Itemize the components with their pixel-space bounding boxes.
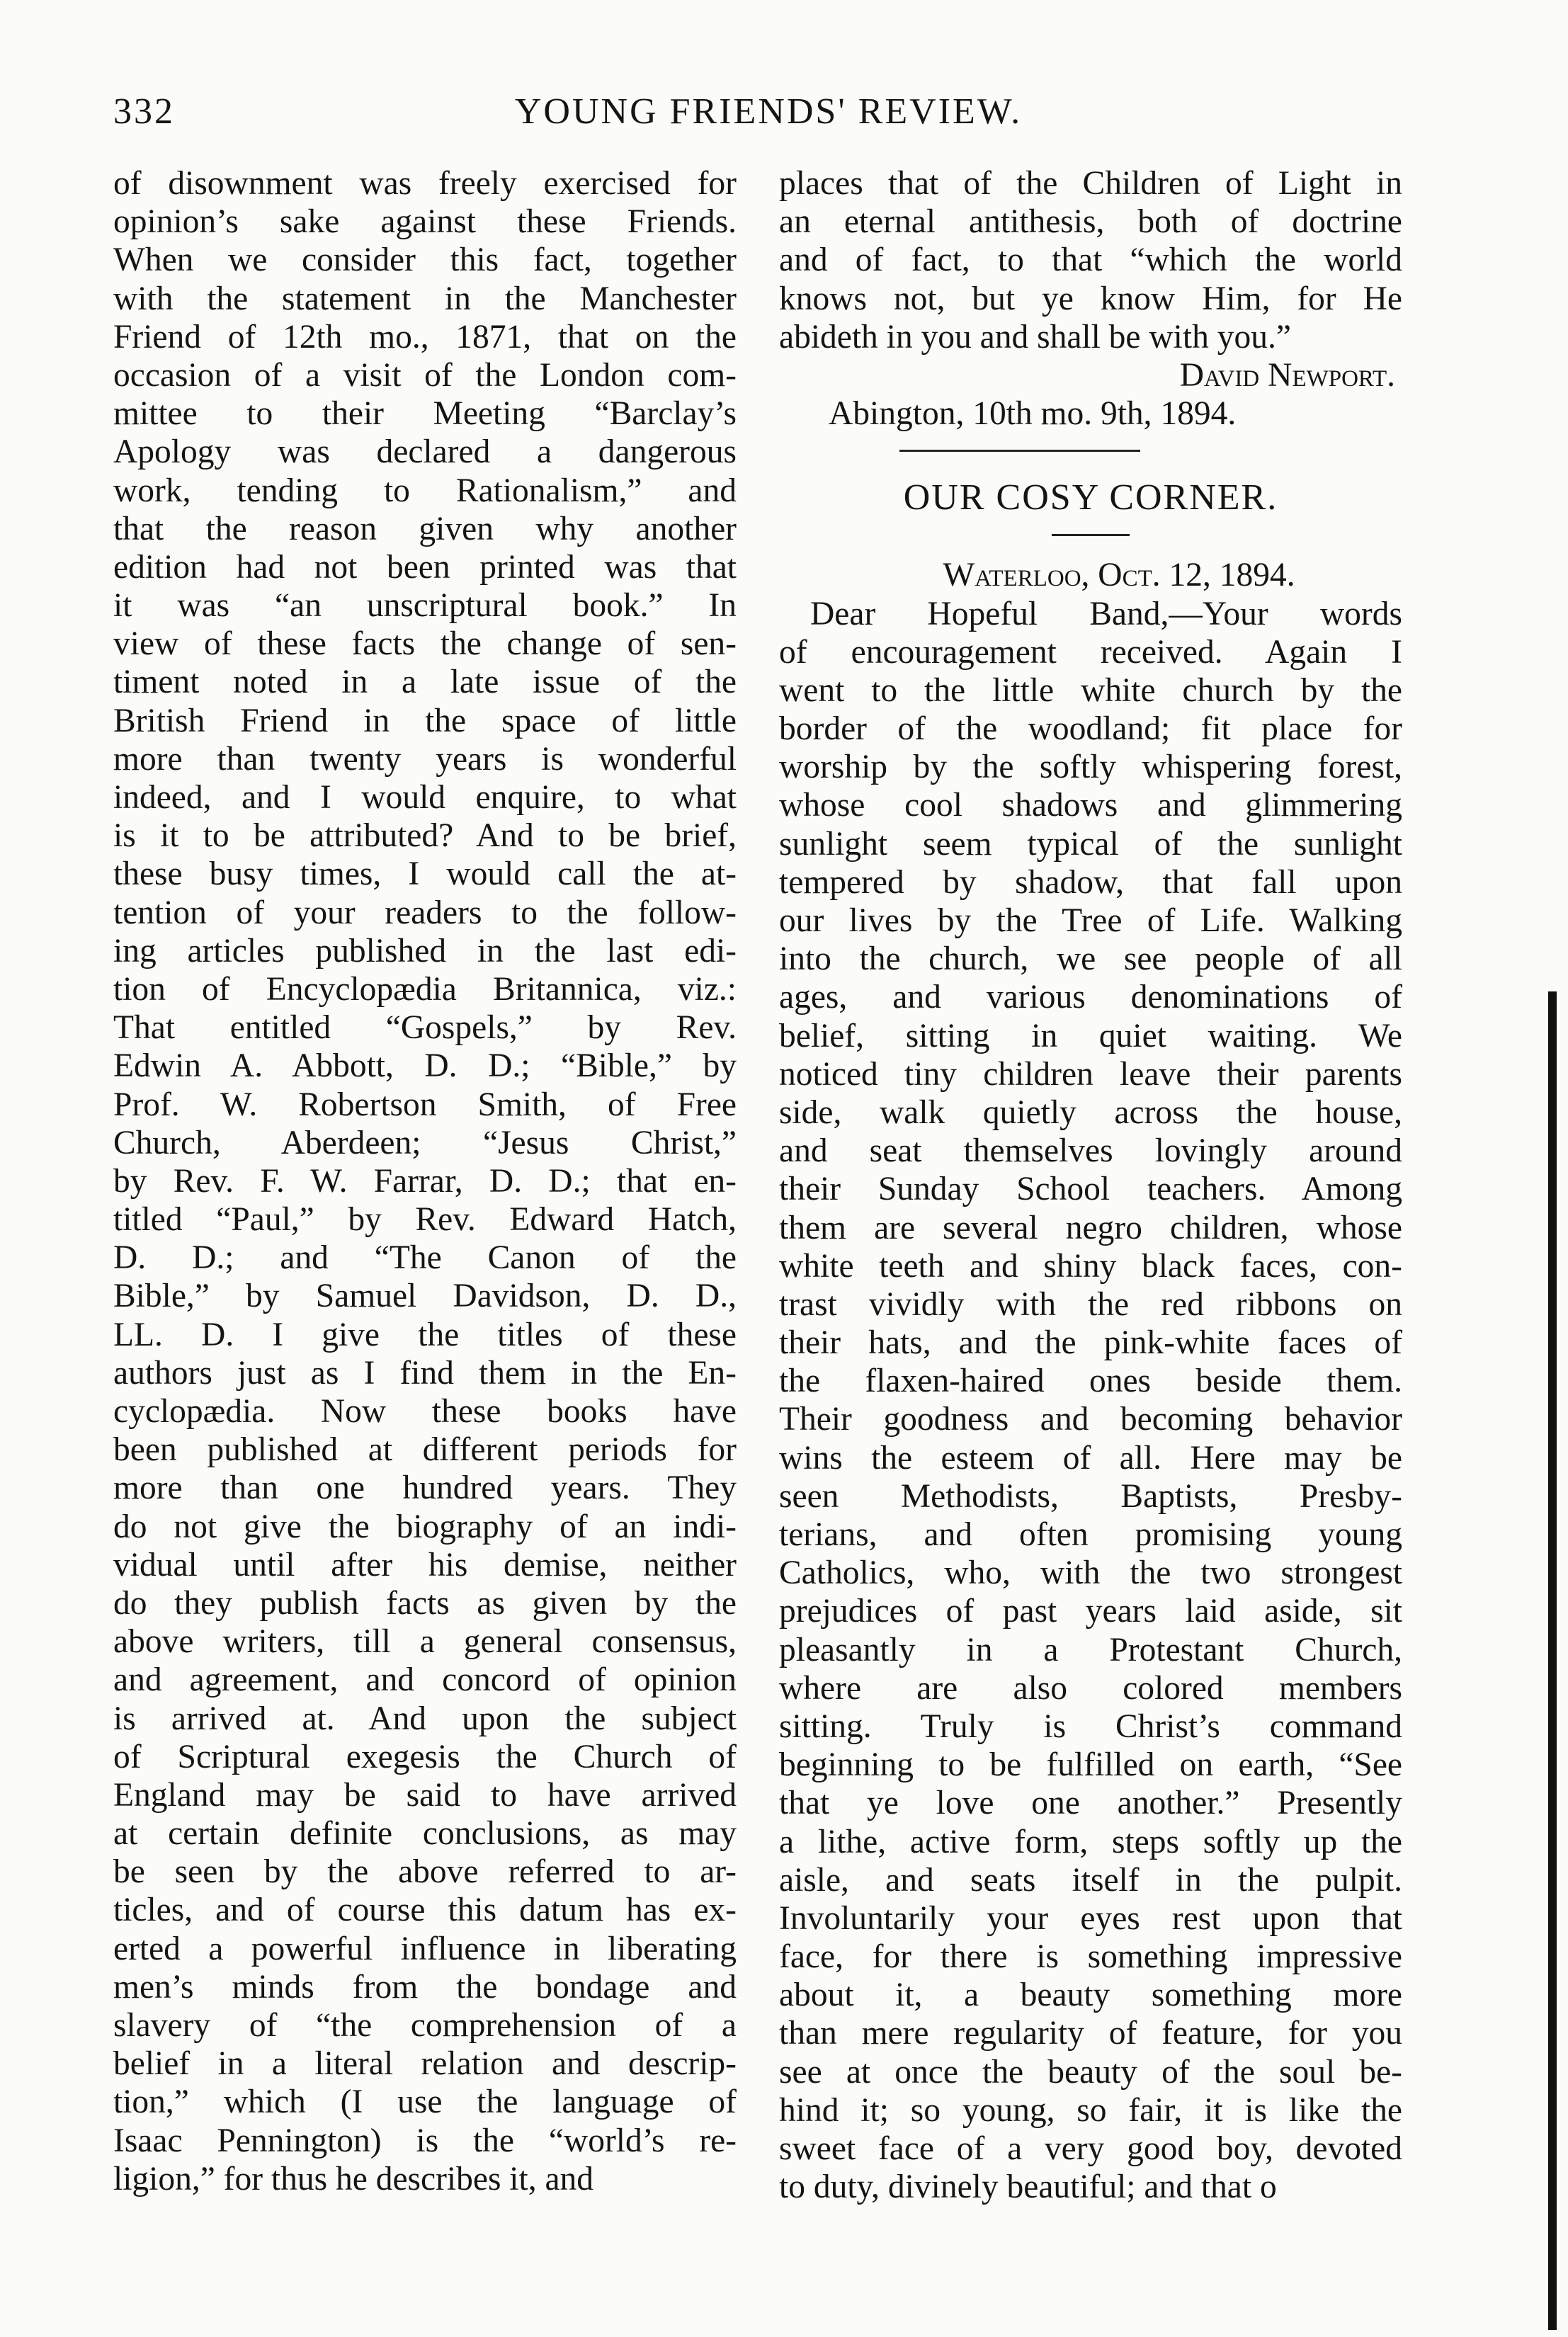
letter-dateline: Waterloo, Oct. 12, 1894. [943, 557, 1295, 594]
text-line: sunlight seem typical of the sunlight [779, 825, 1402, 863]
text-line: Involuntarily your eyes rest upon that [779, 1899, 1402, 1937]
text-line: sweet face of a very good boy, devoted [779, 2130, 1402, 2167]
text-line: beginning to be fulfilled on earth, “See [779, 1746, 1402, 1784]
text-line: Dear Hopeful Band,—Your words [810, 595, 1402, 632]
text-line: to duty, divinely beautiful; and that o [779, 2168, 1277, 2206]
text-line: about it, a beauty something more [779, 1977, 1402, 2014]
text-line: tempered by shadow, that fall upon [779, 863, 1402, 901]
text-line: tention of your readers to the follow- [113, 894, 737, 931]
signature: David Newport. [1179, 356, 1395, 394]
text-line: these busy times, I would call the at- [113, 855, 737, 893]
text-line: worship by the softly whispering forest, [779, 749, 1402, 786]
text-line: above writers, till a general consensus, [113, 1623, 737, 1661]
letter-body [779, 595, 1402, 2207]
text-line: do they publish facts as given by the [113, 1584, 737, 1622]
text-line: that the reason given why another [113, 510, 737, 547]
text-line: be seen by the above referred to ar- [113, 1853, 737, 1891]
text-line: than mere regularity of feature, for you [779, 2015, 1402, 2052]
text-line: of encouragement received. Again I [779, 633, 1402, 671]
text-line: men’s minds from the bondage and [113, 1968, 737, 2006]
text-line: Bible,” by Samuel Davidson, D. D., [113, 1278, 737, 1315]
page-header [113, 91, 1424, 147]
text-line: abideth in you and shall be with you.” [779, 318, 1291, 356]
text-line: by Rev. F. W. Farrar, D. D.; that en- [113, 1162, 737, 1200]
text-line: their hats, and the pink-white faces of [779, 1324, 1402, 1362]
text-line: vidual until after his demise, neither [113, 1546, 737, 1583]
text-line: is arrived at. And upon the subject [113, 1700, 737, 1737]
text-line: where are also colored members [779, 1669, 1402, 1707]
text-line: wins the esteem of all. Here may be [779, 1439, 1402, 1477]
text-line: do not give the biography of an indi- [113, 1508, 737, 1545]
text-line: occasion of a visit of the London com- [113, 356, 737, 394]
section-title: OUR COSY CORNER. [903, 477, 1278, 518]
text-line: Catholics, who, with the two strongest [779, 1554, 1402, 1592]
text-line: England may be said to have arrived [113, 1776, 737, 1814]
text-line: with the statement in the Manchester [113, 280, 737, 317]
text-line: and of fact, to that “which the world [779, 241, 1402, 279]
text-line: their Sunday School teachers. Among [779, 1171, 1402, 1208]
text-line: Apology was declared a dangerous [113, 433, 737, 471]
section-divider [899, 450, 1140, 452]
text-line: work, tending to Rationalism,” and [113, 472, 737, 509]
text-line: white teeth and shiny black faces, con- [779, 1247, 1402, 1285]
text-line: aisle, and seats itself in the pulpit. [779, 1861, 1402, 1899]
text-line: them are several negro children, whose [779, 1209, 1402, 1246]
text-line: an eternal antithesis, both of doctrine [779, 203, 1402, 241]
text-line: and seat themselves lovingly around [779, 1132, 1402, 1170]
text-line: of Scriptural exegesis the Church of [113, 1738, 737, 1775]
title-divider [1052, 534, 1130, 536]
text-line: ages, and various denominations of [779, 979, 1402, 1016]
text-line: seen Methodists, Baptists, Presby- [779, 1477, 1402, 1515]
text-line: Friend of 12th mo., 1871, that on the [113, 318, 737, 356]
text-line: edition had not been printed was that [113, 548, 737, 586]
right-column-top-text [779, 164, 1402, 356]
text-line: belief, sitting in quiet waiting. We [779, 1017, 1402, 1054]
text-line: Their goodness and becoming behavior [779, 1401, 1402, 1438]
text-line: cyclopædia. Now these books have [113, 1393, 737, 1430]
page-edge-shadow [1548, 991, 1557, 2330]
text-line: whose cool shadows and glimmering [779, 787, 1402, 824]
text-line: titled “Paul,” by Rev. Edward Hatch, [113, 1201, 737, 1239]
text-line: slavery of “the comprehension of a [113, 2007, 737, 2044]
text-line: more than twenty years is wonderful [113, 740, 737, 778]
text-line: pleasantly in a Protestant Church, [779, 1631, 1402, 1668]
text-line: our lives by the Tree of Life. Walking [779, 902, 1402, 939]
text-line: British Friend in the space of little [113, 702, 737, 739]
text-line: sitting. Truly is Christ’s command [779, 1707, 1402, 1745]
text-line: view of these facts the change of sen- [113, 625, 737, 663]
text-line: hind it; so young, so fair, it is like the [779, 2091, 1402, 2129]
text-line: tion,” which (I use the language of [113, 2083, 737, 2121]
text-line: more than one hundred years. They [113, 1469, 737, 1507]
text-line: terians, and often promising young [779, 1516, 1402, 1553]
text-line: side, walk quietly across the house, [779, 1093, 1402, 1131]
text-line: belief in a literal relation and descrip- [113, 2045, 737, 2083]
text-line: face, for there is something impressive [779, 1938, 1402, 1976]
text-line: Isaac Pennington) is the “world’s re- [113, 2122, 737, 2159]
text-line: noticed tiny children leave their parents [779, 1055, 1402, 1093]
text-line: that ye love one another.” Presently [779, 1785, 1402, 1822]
text-line: a lithe, active form, steps softly up the [779, 1823, 1402, 1860]
text-line: tion of Encyclopædia Britannica, viz.: [113, 970, 737, 1008]
text-line: it was “an unscriptural book.” In [113, 587, 737, 625]
text-line: ligion,” for thus he describes it, and [113, 2160, 594, 2197]
text-line: at certain definite conclusions, as may [113, 1815, 737, 1853]
dateline: Abington, 10th mo. 9th, 1894. [829, 395, 1237, 433]
text-line: knows not, but ye know Him, for He [779, 280, 1402, 317]
text-line: opinion’s sake against these Friends. [113, 203, 737, 241]
text-line: Church, Aberdeen; “Jesus Christ,” [113, 1124, 737, 1161]
text-line: went to the little white church by the [779, 671, 1402, 709]
text-line: authors just as I find them in the En- [113, 1354, 737, 1392]
text-line: D. D.; and “The Canon of the [113, 1239, 737, 1277]
text-line: Edwin A. Abbott, D. D.; “Bible,” by [113, 1047, 737, 1085]
text-line: LL. D. I give the titles of these [113, 1316, 737, 1353]
text-line: of disownment was freely exercised for [113, 165, 737, 202]
right-column [779, 164, 1402, 2206]
text-line: ticles, and of course this datum has ex- [113, 1892, 737, 1929]
text-line: border of the woodland; fit place for [779, 710, 1402, 748]
left-column [113, 164, 737, 2198]
text-line: Prof. W. Robertson Smith, of Free [113, 1086, 737, 1123]
text-line: That entitled “Gospels,” by Rev. [113, 1009, 737, 1047]
text-line: the flaxen-haired ones beside them. [779, 1363, 1402, 1400]
running-head: YOUNG FRIENDS' REVIEW. [514, 91, 1023, 132]
text-line: timent noted in a late issue of the [113, 664, 737, 701]
text-line: been published at different periods for [113, 1431, 737, 1469]
text-line: trast vividly with the red ribbons on [779, 1285, 1402, 1323]
text-line: see at once the beauty of the soul be- [779, 2053, 1402, 2091]
text-line: indeed, and I would enquire, to what [113, 779, 737, 816]
text-line: erted a powerful influence in liberating [113, 1930, 737, 1967]
text-line: prejudices of past years laid aside, sit [779, 1593, 1402, 1630]
text-line: mittee to their Meeting “Barclay’s [113, 395, 737, 433]
text-line: places that of the Children of Light in [779, 165, 1402, 202]
text-line: is it to be attributed? And to be brief, [113, 817, 737, 855]
text-line: into the church, we see people of all [779, 940, 1402, 978]
text-line: When we consider this fact, together [113, 241, 737, 279]
text-line: and agreement, and concord of opinion [113, 1661, 737, 1699]
page-number: 332 [113, 91, 175, 132]
text-line: ing articles published in the last edi- [113, 932, 737, 970]
